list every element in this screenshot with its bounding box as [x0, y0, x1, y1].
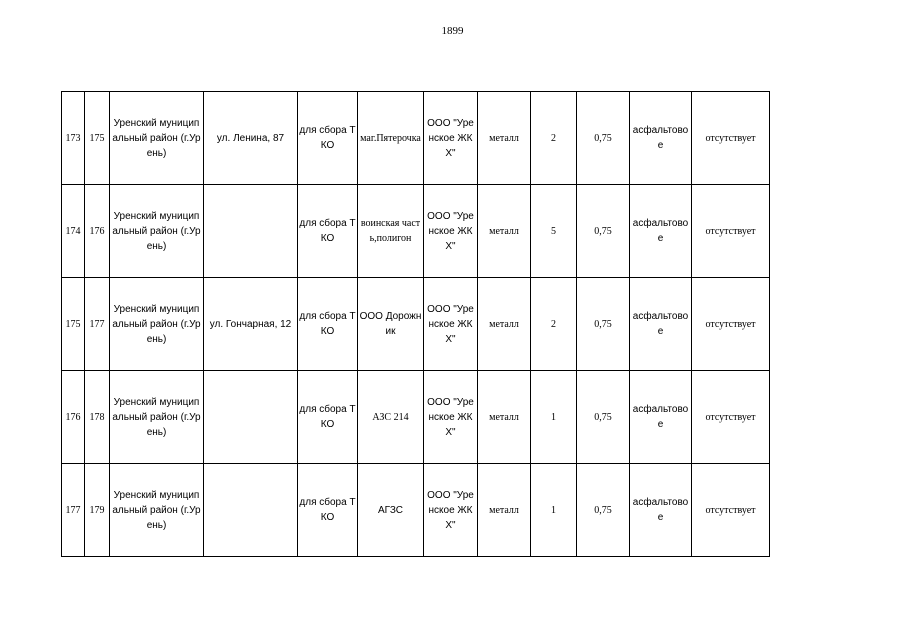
purpose-cell: для сбора ТКО	[298, 371, 358, 464]
container-volume-cell: 0,75	[577, 371, 630, 464]
row-number: 176	[62, 371, 85, 464]
site-id: 175	[85, 92, 110, 185]
surface-cell: асфальтовое	[630, 92, 692, 185]
container-count-cell: 1	[531, 371, 577, 464]
purpose-cell: для сбора ТКО	[298, 185, 358, 278]
row-number: 174	[62, 185, 85, 278]
surface-cell: асфальтовое	[630, 278, 692, 371]
fence-cell: отсутствует	[692, 371, 770, 464]
container-volume-cell: 0,75	[577, 92, 630, 185]
container-count-cell: 2	[531, 92, 577, 185]
site-id: 176	[85, 185, 110, 278]
container-volume-cell: 0,75	[577, 278, 630, 371]
district-cell: Уренский муниципальный район (г.Урень)	[110, 278, 204, 371]
surface-cell: асфальтовое	[630, 371, 692, 464]
material-cell: металл	[478, 185, 531, 278]
container-count-cell: 2	[531, 278, 577, 371]
district-cell: Уренский муниципальный район (г.Урень)	[110, 92, 204, 185]
container-volume-cell: 0,75	[577, 464, 630, 557]
surface-cell: асфальтовое	[630, 464, 692, 557]
purpose-cell: для сбора ТКО	[298, 92, 358, 185]
purpose-cell: для сбора ТКО	[298, 278, 358, 371]
table-row	[62, 185, 770, 278]
material-cell: металл	[478, 92, 531, 185]
fence-cell: отсутствует	[692, 464, 770, 557]
operator-cell: ООО "Уренское ЖКХ"	[424, 371, 478, 464]
district-cell: Уренский муниципальный район (г.Урень)	[110, 371, 204, 464]
container-count-cell: 1	[531, 464, 577, 557]
operator-cell: ООО "Уренское ЖКХ"	[424, 278, 478, 371]
material-cell: металл	[478, 464, 531, 557]
site-id: 177	[85, 278, 110, 371]
fence-cell: отсутствует	[692, 92, 770, 185]
page-number: 1899	[441, 25, 464, 37]
material-cell: металл	[478, 371, 531, 464]
waste-source-cell: АГЗС	[358, 464, 424, 557]
container-count-cell: 5	[531, 185, 577, 278]
row-number: 175	[62, 278, 85, 371]
row-number: 173	[62, 92, 85, 185]
address-cell: ул. Гончарная, 12	[204, 278, 298, 371]
table-row	[62, 278, 770, 371]
waste-sites-table	[61, 91, 770, 557]
district-cell: Уренский муниципальный район (г.Урень)	[110, 185, 204, 278]
waste-source-cell: АЗС 214	[358, 371, 424, 464]
address-cell: ул. Ленина, 87	[204, 92, 298, 185]
table-row	[62, 92, 770, 185]
surface-cell: асфальтовое	[630, 185, 692, 278]
purpose-cell: для сбора ТКО	[298, 464, 358, 557]
waste-source-cell: маг.Пятерочка	[358, 92, 424, 185]
waste-source-cell: воинская часть,полигон	[358, 185, 424, 278]
fence-cell: отсутствует	[692, 278, 770, 371]
operator-cell: ООО "Уренское ЖКХ"	[424, 464, 478, 557]
operator-cell: ООО "Уренское ЖКХ"	[424, 92, 478, 185]
waste-source-cell: ООО Дорожник	[358, 278, 424, 371]
site-id: 178	[85, 371, 110, 464]
container-volume-cell: 0,75	[577, 185, 630, 278]
table-row	[62, 464, 770, 557]
district-cell: Уренский муниципальный район (г.Урень)	[110, 464, 204, 557]
row-number: 177	[62, 464, 85, 557]
material-cell: металл	[478, 278, 531, 371]
fence-cell: отсутствует	[692, 185, 770, 278]
site-id: 179	[85, 464, 110, 557]
table-row	[62, 371, 770, 464]
address-cell	[204, 464, 298, 557]
operator-cell: ООО "Уренское ЖКХ"	[424, 185, 478, 278]
address-cell	[204, 371, 298, 464]
address-cell	[204, 185, 298, 278]
